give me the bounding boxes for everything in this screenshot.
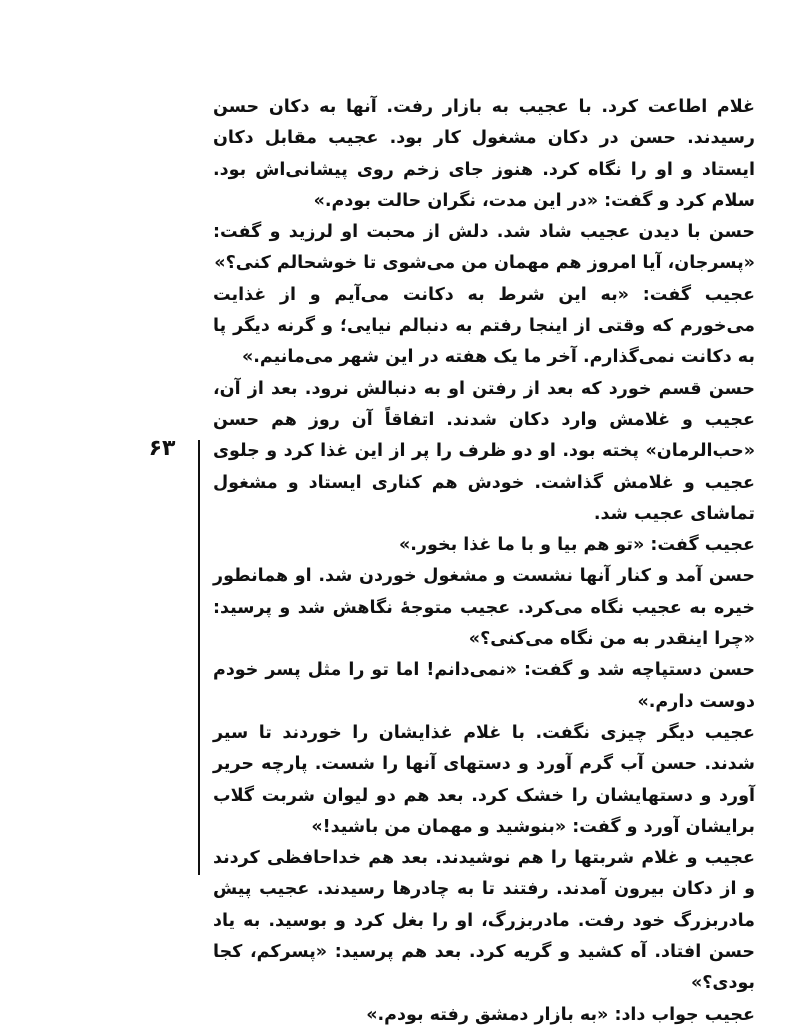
body-text: [213, 92, 755, 1031]
margin-rule: [198, 440, 200, 875]
paragraph-4: حسن قسم خورد که بعد از رفتن او به دنبالش نرود. بعد از آن، عجیب و غلامش وارد دکان شدند. اتفاقاً آن روز هم حسن «حب‌الرمان» پخته بود. او دو ظرف را پر از این غذا کرد و جلوی عجیب و غلامش گذاشت. خودش هم کناری ایستاد و مشغول تماشای عجیب شد.: [213, 378, 755, 524]
paragraph-6: حسن آمد و کنار آنها نشست و مشغول خوردن شد. او همانطور خیره به عجیب نگاه می‌کرد. عجیب متوجهٔ نگاهش شد و پرسید: «چرا اینقدر به من نگاه می‌کنی؟»: [213, 566, 755, 650]
paragraph-10: عجیب جواب داد: «به بازار دمشق رفته بودم.»: [366, 1004, 755, 1025]
paragraph-9: عجیب و غلام شربتها را هم نوشیدند. بعد هم خداحافظی کردند و از دکان بیرون آمدند. رفتند تا به چادرها رسیدند. عجیب پیش مادربزرگ خود رفت. مادربزرگ، او را بغل کرد و بوسید. به یاد حسن افتاد. آه کشید و گریه کرد. بعد هم پرسید: «پسرکم، کجا بودی؟»: [213, 848, 755, 994]
paragraph-2: حسن با دیدن عجیب شاد شد. دلش از محبت او لرزید و گفت: «پسرجان، آیا امروز هم مهمان من می‌شوی تا خوشحالم کنی؟»: [213, 222, 755, 274]
paragraph-8: عجیب دیگر چیزی نگفت. با غلام غذایشان را خوردند تا سیر شدند. حسن آب گرم آورد و دستهای آنها را شست. پارچه حریر آورد و دستهایشان را خشک کرد. بعد هم دو لیوان شربت گلاب برایشان آورد و گفت: «بنوشید و مهمان من باشید!»: [213, 722, 755, 837]
paragraph-3: عجیب گفت: «به این شرط به دکانت می‌آیم و از غذایت می‌خورم که وقتی از اینجا رفتم به دنبالم نیایی؛ و گرنه دیگر پا به دکانت نمی‌گذارم. آخر ما یک هفته در این شهر می‌مانیم.»: [213, 284, 755, 368]
paragraph-5: عجیب گفت: «تو هم بیا و با ما غذا بخور.»: [398, 535, 755, 556]
paragraph-7: حسن دستپاچه شد و گفت: «نمی‌دانم! اما تو را مثل پسر خودم دوست دارم.»: [213, 660, 755, 712]
page-number: ۶۳: [148, 436, 176, 461]
paragraph-1: غلام اطاعت کرد. با عجیب به بازار رفت. آنها به دکان حسن رسیدند. حسن در دکان مشغول کار بود. عجیب مقابل دکان ایستاد و او را نگاه کرد. هنوز جای زخم روی پیشانی‌اش بود. سلام کرد و گفت: «در این مدت، نگران حالت بودم.»: [213, 97, 755, 211]
